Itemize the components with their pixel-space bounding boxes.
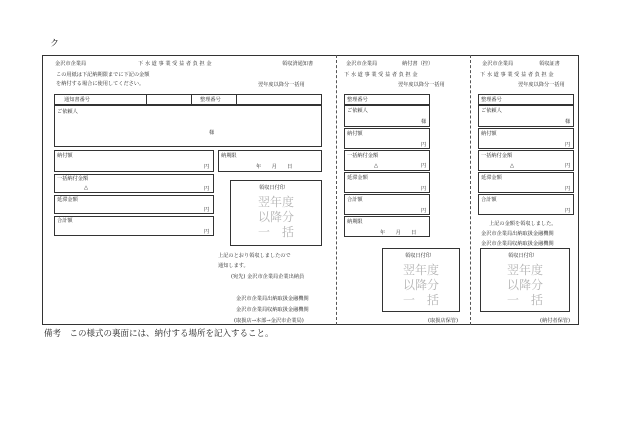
s2-amount-label: 納付額 xyxy=(347,131,363,137)
s2-due-label: 納期限 xyxy=(347,219,363,225)
s1-due-date: 年 月 日 xyxy=(256,164,293,170)
separator-1 xyxy=(336,55,337,325)
s1-handler: (取扱店→本部→金沢市企業局) xyxy=(234,318,304,324)
s2-stamp-title: 領収日付印 xyxy=(405,253,431,259)
s3-total-yen: 円 xyxy=(565,208,571,214)
s2-doc-title: 納付書（控） xyxy=(402,61,434,67)
s1-payer-box xyxy=(54,105,322,147)
s3-stamp-line1: 翌年度 xyxy=(506,263,543,277)
s1-doc-title: 領収済通知書 xyxy=(282,61,314,67)
s3-receipt-line: 上記の金額を領収しました。 xyxy=(489,221,557,227)
s3-lump-yen: 円 xyxy=(565,163,571,169)
s1-stamp-line2: 以降分 xyxy=(257,210,294,224)
s3-ref-no-label: 整理番号 xyxy=(481,97,502,103)
s3-payer-label: ご依頼人 xyxy=(481,108,502,114)
s1-bank2: 金沢市企業局収納取扱金融機関 xyxy=(236,307,309,313)
s1-receipt-line2: 通知します。 xyxy=(218,263,249,269)
s2-keep-note: (取扱店保管) xyxy=(428,318,458,324)
s1-stamp-title: 領収日付印 xyxy=(259,185,285,191)
s3-lump-label: 一括納付金額 xyxy=(481,153,513,159)
s1-lump-sum: 翌年度以降分一括用 xyxy=(258,82,305,88)
s2-late-yen: 円 xyxy=(421,186,427,192)
s1-fee-title: 下 水 道 事 業 受 益 者 負 担 金 xyxy=(138,61,212,67)
s1-stamp-line1: 翌年度 xyxy=(257,195,294,209)
s3-total-label: 合計額 xyxy=(481,197,497,203)
s2-triangle: △ xyxy=(374,163,378,169)
s3-lump-sum: 翌年度以降分一括用 xyxy=(518,82,565,88)
s2-stamp-line1: 翌年度 xyxy=(402,263,439,277)
s2-stamp-line2: 以降分 xyxy=(402,278,439,292)
s1-stamp-line3: 一 括 xyxy=(257,225,294,239)
s1-late-yen: 円 xyxy=(204,207,210,213)
s1-triangle: △ xyxy=(84,185,88,191)
s2-payer-label: ご依頼人 xyxy=(347,108,368,114)
s1-amount-yen: 円 xyxy=(204,164,210,170)
s3-sama: 様 xyxy=(565,119,571,125)
s2-total-yen: 円 xyxy=(421,208,427,214)
s3-stamp-box xyxy=(480,248,570,312)
s2-stamp-line3: 一 括 xyxy=(402,293,439,307)
s1-lump-yen: 円 xyxy=(204,186,210,192)
s2-lump-yen: 円 xyxy=(421,163,427,169)
s1-addressee: (宛先) 金沢市企業局企業出納員 xyxy=(231,274,305,280)
s3-fee-title: 下 水 道 事 業 受 益 者 負 担 金 xyxy=(480,72,554,78)
corner-mark: ク xyxy=(50,39,60,49)
s2-lump-label: 一括納付金額 xyxy=(347,153,379,159)
separator-2 xyxy=(470,55,471,325)
s1-bureau: 金沢市企業局 xyxy=(55,61,87,67)
s1-notice-no-label: 通知書番号 xyxy=(64,97,90,103)
s3-stamp-line3: 一 括 xyxy=(506,293,543,307)
s3-amount-yen: 円 xyxy=(565,142,571,148)
s1-total-label: 合計額 xyxy=(57,218,73,224)
s3-late-yen: 円 xyxy=(565,186,571,192)
s1-note-line1: この用紙は下記納期限までに下記の金額 xyxy=(56,72,150,78)
s1-payer-label: ご依頼人 xyxy=(57,109,78,115)
s2-sama: 様 xyxy=(421,119,427,125)
s2-due-date: 年 月 日 xyxy=(380,230,417,236)
s1-stamp-box xyxy=(230,180,322,246)
s3-late-label: 延滞金額 xyxy=(481,175,502,181)
s1-header-row xyxy=(54,94,322,105)
s1-due-label: 納期限 xyxy=(221,153,237,159)
s3-stamp-line2: 以降分 xyxy=(506,278,543,292)
s1-total-box xyxy=(54,216,214,236)
s1-receipt-line1: 上記のとおり領収しましたので xyxy=(218,253,291,259)
s1-note-line2: を納付する場合に使用してください。 xyxy=(56,81,145,87)
s1-amount-box xyxy=(54,150,214,172)
s1-ref-no-label: 整理番号 xyxy=(200,97,221,103)
s1-sama: 様 xyxy=(209,130,215,136)
s3-amount-label: 納付額 xyxy=(481,131,497,137)
footnote: 備考 この様式の裏面には、納付する場所を記入すること。 xyxy=(44,329,274,339)
s3-bank1: 金沢市企業局出納取扱金融機関 xyxy=(481,231,554,237)
s2-stamp-box xyxy=(382,248,460,312)
s3-bank2: 金沢市企業局収納取扱金融機関 xyxy=(481,241,554,247)
s1-bank1: 金沢市企業局出納取扱金融機関 xyxy=(236,296,309,302)
s2-amount-yen: 円 xyxy=(421,142,427,148)
s2-bureau: 金沢市企業局 xyxy=(346,61,378,67)
s1-total-yen: 円 xyxy=(204,229,210,235)
s3-triangle: △ xyxy=(510,163,514,169)
s2-lump-sum: 翌年度以降分一括用 xyxy=(398,82,445,88)
s1-late-label: 延滞金額 xyxy=(57,197,78,203)
s2-total-label: 合計額 xyxy=(347,197,363,203)
s3-keep-note: (納付者保管) xyxy=(540,318,570,324)
s2-late-label: 延滞金額 xyxy=(347,175,368,181)
s2-ref-no-label: 整理番号 xyxy=(347,97,368,103)
s3-doc-title: 領収証書 xyxy=(539,61,560,67)
s3-bureau: 金沢市企業局 xyxy=(482,61,514,67)
s3-stamp-title: 領収日付印 xyxy=(508,253,534,259)
s1-amount-label: 納付額 xyxy=(57,153,73,159)
s2-fee-title: 下 水 道 事 業 受 益 者 負 担 金 xyxy=(344,72,418,78)
s1-lump-label: 一括納付金額 xyxy=(57,176,89,182)
s1-late-box xyxy=(54,195,214,214)
